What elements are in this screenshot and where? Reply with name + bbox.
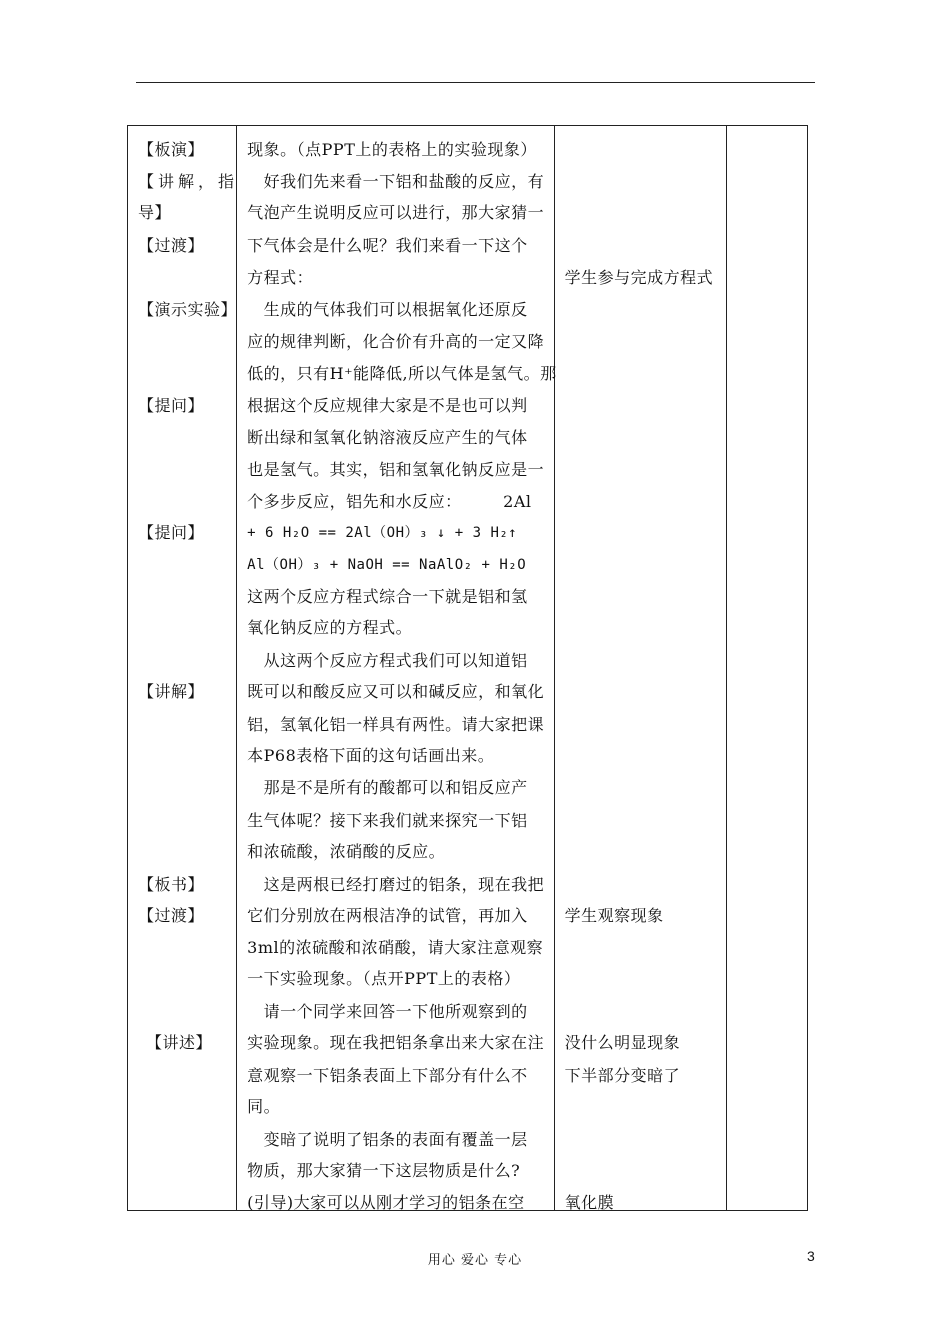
content-line: 既可以和酸反应又可以和碱反应，和氧化: [247, 682, 545, 701]
content-line: 请一个同学来回答一下他所观察到的: [247, 1002, 528, 1021]
student-activity-column: [554, 126, 726, 1211]
label-jiangjie-zhidao: 【讲解，指: [138, 172, 239, 191]
label-tiwen: 【提问】: [138, 396, 205, 415]
content-line: 它们分别放在两根洁净的试管，再加入: [247, 906, 528, 925]
student-line: 氧化膜: [564, 1193, 615, 1212]
content-line: 一下实验现象。（点开PPT上的表格）: [247, 969, 521, 988]
student-line: 下半部分变暗了: [564, 1066, 681, 1085]
lesson-plan-table: [127, 125, 808, 1211]
content-line: 根据这个反应规律大家是不是也可以判: [247, 396, 528, 415]
equation-line: Al（OH）₃ + NaOH == NaAlO₂ + H₂O: [247, 557, 527, 573]
content-line: 现象。（点PPT上的表格上的实验现象）: [247, 140, 537, 159]
content-line: 这是两根已经打磨过的铝条，现在我把: [247, 875, 545, 894]
label-banyan: 【板演】: [138, 140, 205, 159]
content-line: 断出绿和氢氧化钠溶液反应产生的气体: [247, 428, 528, 447]
header-rule: [136, 82, 815, 83]
content-line: 这两个反应方程式综合一下就是铝和氢: [247, 587, 528, 606]
label-jiangshu: 【讲述】: [146, 1033, 213, 1052]
content-line: 生气体呢？接下来我们就来探究一下铝: [247, 811, 528, 830]
content-line: 方程式：: [247, 268, 314, 287]
page-number: 3: [807, 1248, 815, 1264]
content-line: 也是氢气。其实，铝和氢氧化钠反应是一: [247, 460, 545, 479]
notes-column: [726, 126, 807, 1211]
content-line: 变暗了说明了铝条的表面有覆盖一层: [247, 1130, 528, 1149]
content-line: 低的，只有H⁺能降低,所以气体是氢气。那: [247, 364, 557, 383]
content-line: 本P68表格下面的这句话画出来。: [247, 746, 495, 765]
label-guodu-2: 【过渡】: [138, 906, 205, 925]
content-line: 意观察一下铝条表面上下部分有什么不: [247, 1066, 528, 1085]
content-line: 铝，氢氧化铝一样具有两性。请大家把课: [247, 715, 545, 734]
student-line: 学生参与完成方程式: [564, 268, 714, 287]
student-line: 没什么明显现象: [564, 1033, 681, 1052]
content-line: 3ml的浓硫酸和浓硝酸，请大家注意观察: [247, 938, 544, 957]
content-line: (引导)大家可以从刚才学习的铝条在空: [247, 1193, 525, 1212]
label-guodu: 【过渡】: [138, 236, 205, 255]
equation-line: + 6 H₂O == 2Al（OH）₃ ↓ + 3 H₂↑: [247, 525, 518, 541]
content-line: 从这两个反应方程式我们可以知道铝: [247, 651, 528, 670]
content-line: 生成的气体我们可以根据氧化还原反: [247, 300, 528, 319]
label-yanshi-shiyan: 【演示实验】: [138, 300, 238, 319]
content-line: 那是不是所有的酸都可以和铝反应产: [247, 778, 528, 797]
activity-label-column: [128, 126, 237, 1211]
page-footer-text: 用心 爱心 专心: [427, 1253, 523, 1268]
content-line: 个多步反应，铝先和水反应： 2Al: [247, 492, 532, 511]
content-line: 同。: [247, 1097, 281, 1116]
label-jiangjie-zhidao-cont: 导】: [138, 203, 172, 222]
student-line: 学生观察现象: [564, 906, 664, 925]
content-line: 实验现象。现在我把铝条拿出来大家在注: [247, 1033, 545, 1052]
teacher-content-column: [237, 126, 557, 1212]
content-line: 物质，那大家猜一下这层物质是什么?: [247, 1161, 521, 1180]
content-line: 和浓硫酸，浓硝酸的反应。: [247, 842, 446, 861]
label-banshu: 【板书】: [138, 875, 205, 894]
table-row: [128, 126, 808, 1211]
label-tiwen-2: 【提问】: [138, 523, 205, 542]
content-line: 气泡产生说明反应可以进行，那大家猜一: [247, 203, 545, 222]
content-line: 应的规律判断，化合价有升高的一定又降: [247, 332, 545, 351]
content-line: 好我们先来看一下铝和盐酸的反应，有: [247, 172, 545, 191]
content-line: 氧化钠反应的方程式。: [247, 618, 413, 637]
content-line: 下气体会是什么呢？我们来看一下这个: [247, 236, 528, 255]
label-jiangjie: 【讲解】: [138, 682, 205, 701]
